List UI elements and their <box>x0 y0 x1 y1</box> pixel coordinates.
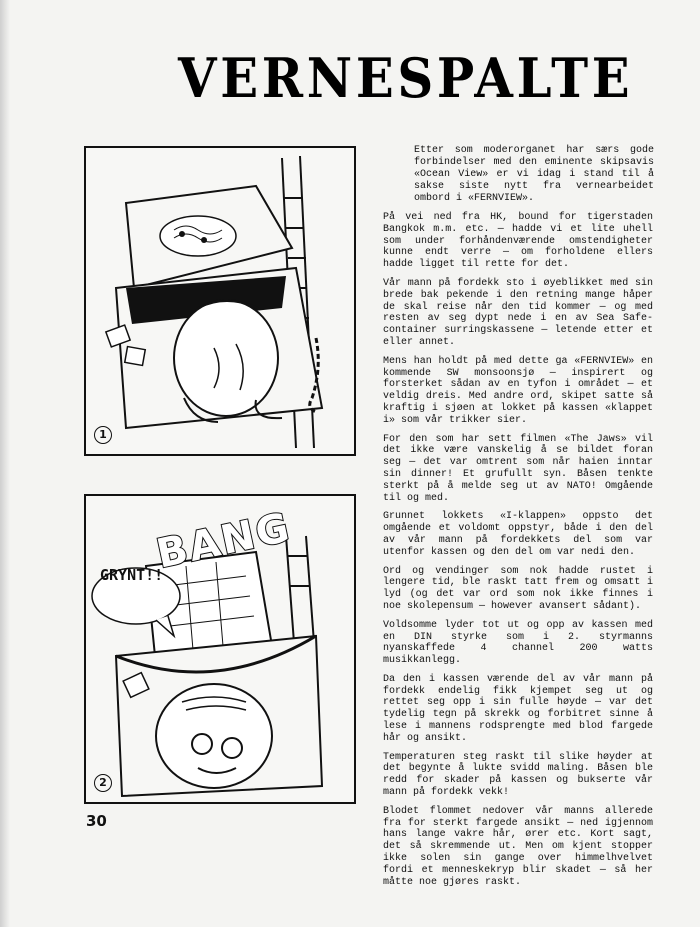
article-paragraph: Vår mann på fordekk sto i øyeblikket med sin brede bak pekende i den retning mange håper de skal reise når den tid kommer — og med resten av seg dypt nede i en av Sea Safe-container surringskassene — letende etter et eller annet. <box>383 277 653 348</box>
panel-1-drawing <box>86 148 354 454</box>
article-paragraph: For den som har sett filmen «The Jaws» vil det ikke være vanskelig å se bildet foran seg — det var omtrent som når haien inntar sin dinner! Et grufullt syn. Båsen tenkte sterkt på å melde seg ut av NATO! Omgående til og med. <box>383 433 653 504</box>
article-paragraph: På vei ned fra HK, bound for tigerstaden Bangkok m.m. etc. — hadde vi et lite uhell som under forhåndenværende omstendigheter kunne endt verre — om forholdene ellers hadde ligget til rette for det. <box>383 212 653 271</box>
article-paragraph: Da den i kassen værende del av vår mann på fordekk endelig fikk kjempet seg ut og rettet seg opp i sin fulle høyde — var det tydelig tegn på skrekk og forbitret sinne å lese i mannens rodsprengte med blod fargede hår og ansikt. <box>383 673 653 744</box>
bang-sound-effect: BANG <box>152 504 296 578</box>
panel-2-number: 2 <box>94 774 112 792</box>
comic-panel-2 <box>84 494 356 804</box>
page-title: VERNESPALTE <box>178 46 634 110</box>
article-paragraph: Temperaturen steg raskt til slike høyder at det begynte å lukte svidd maling. Båsen ble redd for skader på kassen og bukserte vår mann på fordekk vekk! <box>383 751 653 799</box>
page-number: 30 <box>86 812 107 830</box>
comic-panel-1 <box>84 146 356 456</box>
panel-1-number: 1 <box>94 426 112 444</box>
article-paragraph: Mens han holdt på med dette ga «FERNVIEW» en kommende SW monsoonsjø — inspirert og forsterket sådan av en tyfon i området — et veldig dreis. Med andre ord, skipet satte så kraftig i sjøen at lokket på kassen «klappet i» som vår trikker sier. <box>383 355 653 426</box>
article-paragraph: Voldsomme lyder tot ut og opp av kassen med en DIN styrke som i 2. styrmanns nyanskaffede 4 channel 200 watts musikkanlegg. <box>383 619 653 667</box>
article-paragraph: Blodet flommet nedover vår manns allerede fra for sterkt fargede ansikt — ned igjennom hans lange vakre hår, ører etc. Kort sagt, det så skremmende ut. Men om kjent stopper ikke solen sin gange over himmelhvelvet fordi et menneskekryp blir skadet — så her måtte noe gjøres raskt. <box>383 805 653 888</box>
page-edge-shadow <box>0 0 10 927</box>
article-body <box>383 212 653 895</box>
article-paragraph: Ord og vendinger som nok hadde rustet i lengere tid, ble raskt tatt frem og omsatt i lyd (og det var ord som nok ikke finnes i noe skolepensum — however avansert sådant). <box>383 565 653 612</box>
intro-paragraph: Etter som moderorganet har særs gode forbindelser med den eminente skipsavis «Ocean View» er vi idag i stand til å sakse siste nytt fra vernearbeidet ombord i «FERNVIEW». <box>414 145 654 204</box>
article-paragraph: Grunnet lokkets «I-klappen» oppsto det omgående et voldomt oppstyr, både i den del av vår mann på fordekkets del som var utenfor kassen og den del om var nedi den. <box>383 511 653 558</box>
grunt-speech: GRYNT!! <box>100 566 164 584</box>
